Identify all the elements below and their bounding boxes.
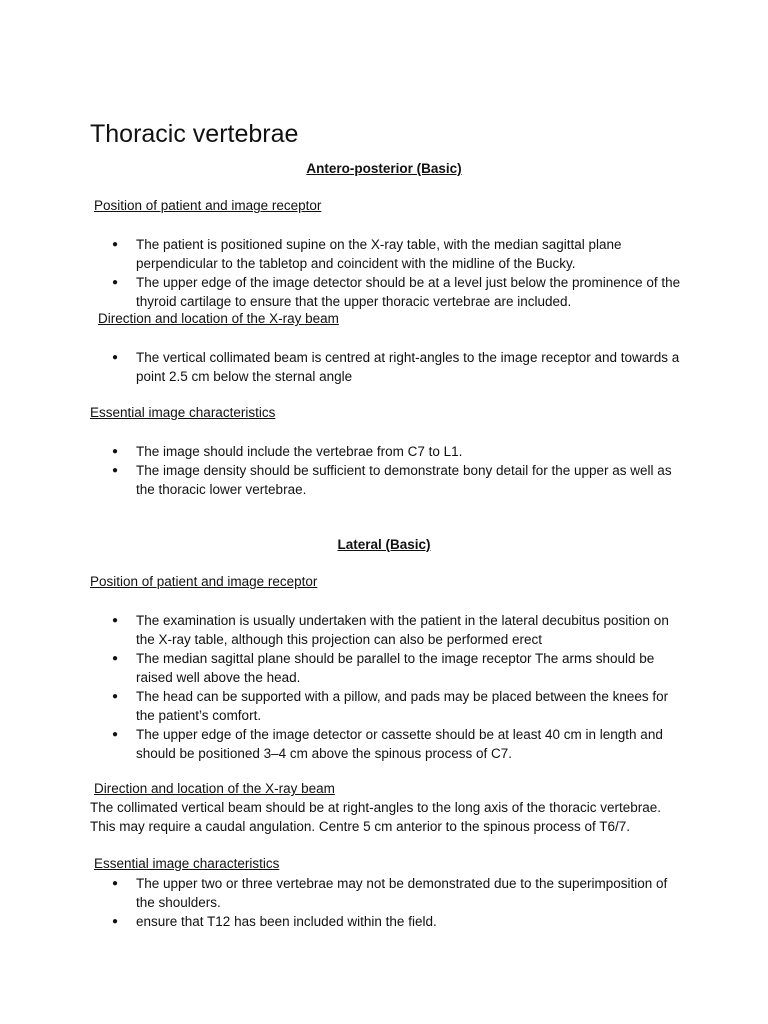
list-item: ● ensure that T12 has been included within the field. xyxy=(0,912,681,931)
list-item: ● The patient is positioned supine on the X-ray table, with the median sagittal plane perpendicular to the tabletop and coincident with the midline of the Bucky. xyxy=(0,235,681,273)
lat-direction-label: Direction and location of the X-ray beam xyxy=(94,781,335,796)
ap-direction-label: Direction and location of the X-ray beam xyxy=(98,311,339,326)
list-item: ● The median sagittal plane should be parallel to the image receptor The arms should be raised well above the head. xyxy=(0,649,681,687)
ap-essential-label: Essential image characteristics xyxy=(90,405,276,420)
list-item: ● The upper edge of the image detector should be at a level just below the prominence of the thyroid cartilage to ensure that the upper thoracic vertebrae are included. xyxy=(0,273,681,311)
list-item: ● The head can be supported with a pillow, and pads may be placed between the knees for the patient’s comfort. xyxy=(0,687,681,725)
lat-position-list xyxy=(0,611,681,763)
ap-essential-list xyxy=(0,442,681,499)
section-heading-ap: Antero-posterior (Basic) xyxy=(306,161,462,176)
list-item: ● The vertical collimated beam is centred at right-angles to the image receptor and towards a point 2.5 cm below the sternal angle xyxy=(0,348,681,386)
ap-direction-list xyxy=(0,348,681,386)
lat-direction-text: The collimated vertical beam should be at right-angles to the long axis of the thoracic vertebrae. This may require a caudal angulation. Centre 5 cm anterior to the spinous process of T6/7. xyxy=(90,800,662,835)
list-item: ● The examination is usually undertaken with the patient in the lateral decubitus position on the X-ray table, although this projection can also be performed erect xyxy=(0,611,681,649)
list-item: ● The image should include the vertebrae from C7 to L1. xyxy=(0,442,681,461)
ap-position-label: Position of patient and image receptor xyxy=(94,198,322,213)
list-item: ● The upper two or three vertebrae may not be demonstrated due to the superimposition of the shoulders. xyxy=(0,874,681,912)
list-item: ● The upper edge of the image detector or cassette should be at least 40 cm in length and should be positioned 3–4 cm above the spinous process of C7. xyxy=(0,725,681,763)
ap-position-list xyxy=(0,235,681,311)
lat-essential-label: Essential image characteristics xyxy=(94,856,280,871)
lat-essential-list xyxy=(0,874,681,931)
document-title: Thoracic vertebrae xyxy=(90,120,299,148)
list-item: ● The image density should be sufficient to demonstrate bony detail for the upper as well as the thoracic lower vertebrae. xyxy=(0,461,681,499)
lat-position-label: Position of patient and image receptor xyxy=(90,574,318,589)
section-heading-lateral: Lateral (Basic) xyxy=(337,537,431,552)
